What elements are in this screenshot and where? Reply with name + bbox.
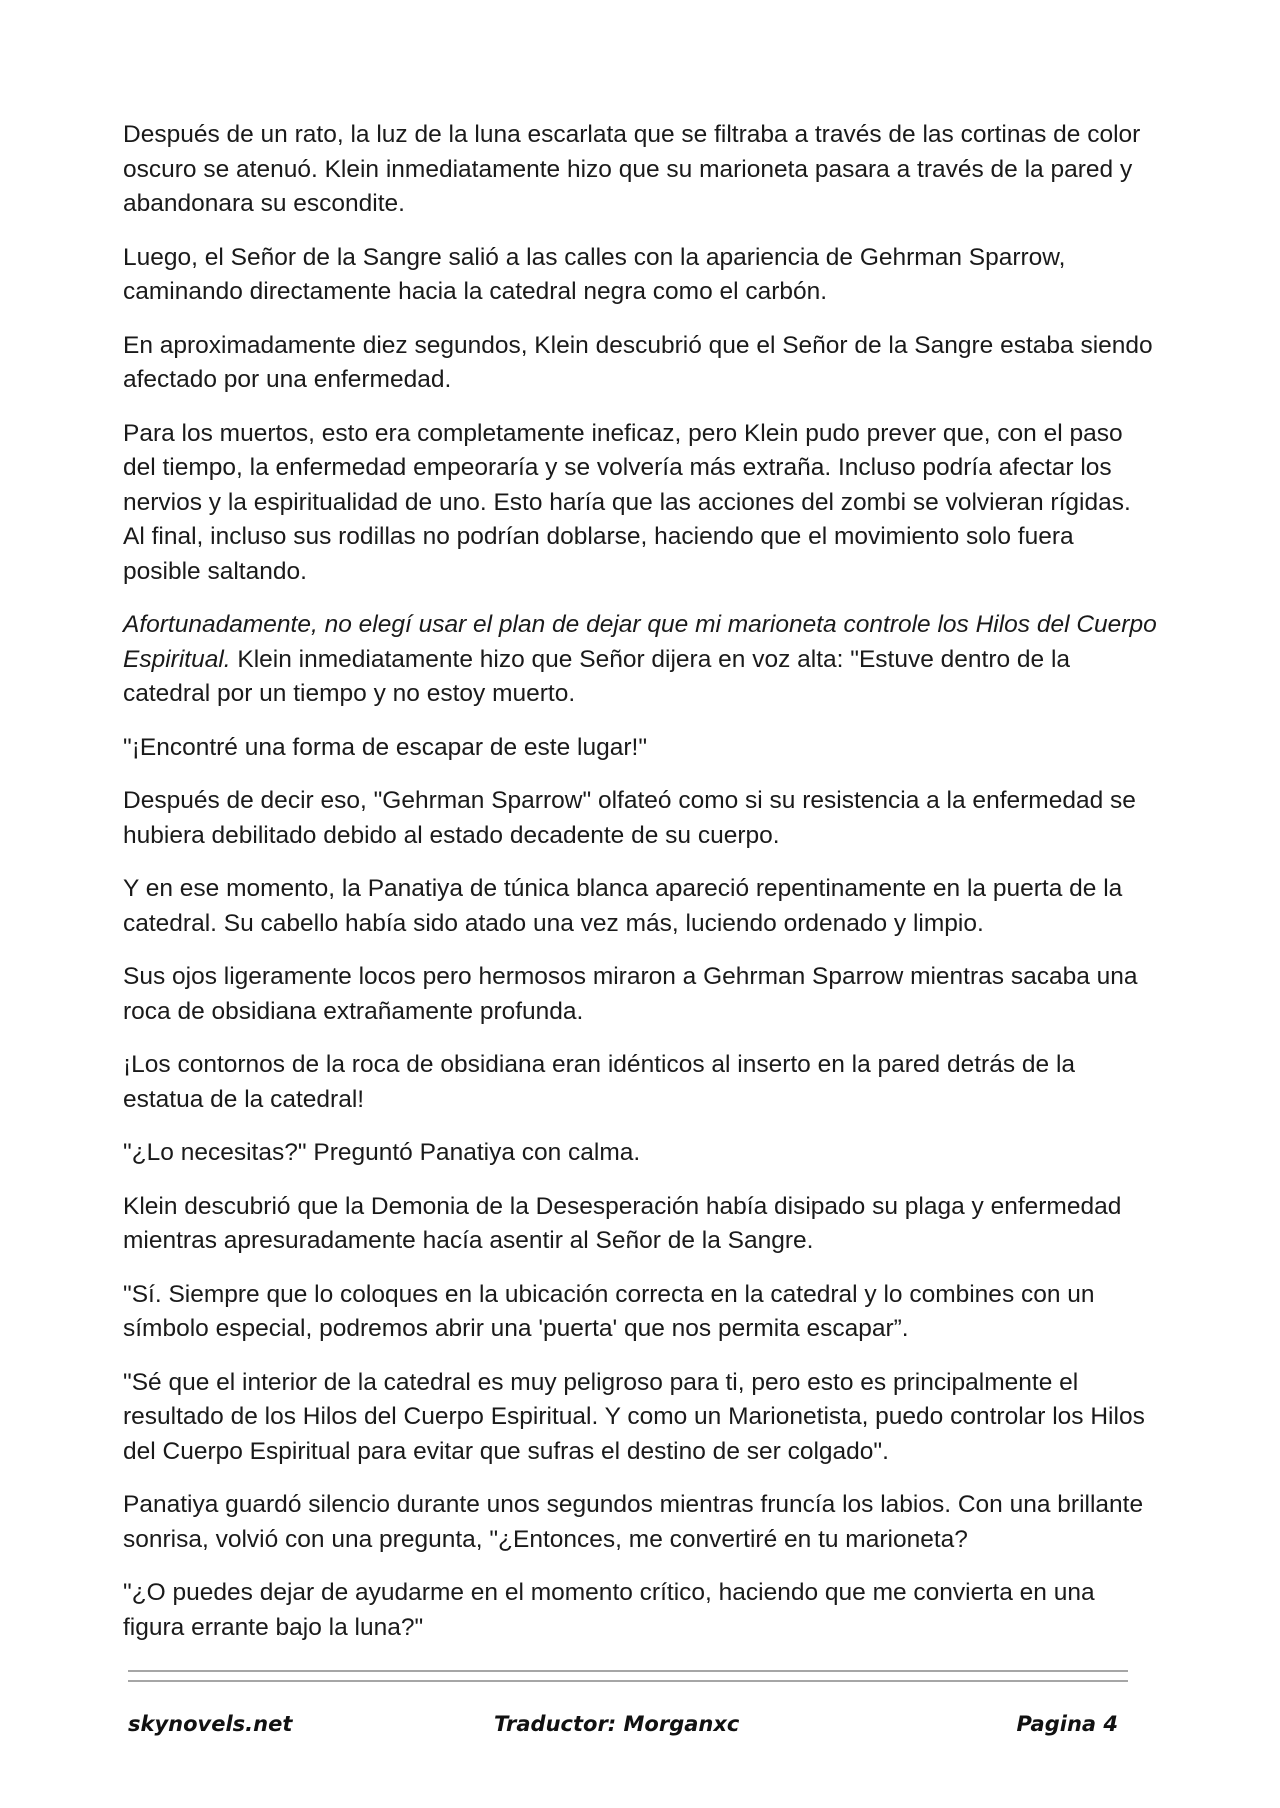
- paragraph-8: Y en ese momento, la Panatiya de túnica blanca apareció repentinamente en la puerta de la catedral. Su cabello había sido atado una vez más, luciendo ordenado y limpio.: [123, 875, 1123, 937]
- footer-page-number: Pagina 4: [1016, 1712, 1118, 1736]
- paragraph-15: Panatiya guardó silencio durante unos segundos mientras fruncía los labios. Con una brillante sonrisa, volvió con una pregunta, "¿Entonces, me convertiré en tu marioneta?: [123, 1491, 1144, 1553]
- paragraph-9: Sus ojos ligeramente locos pero hermosos miraron a Gehrman Sparrow mientras sacaba una roca de obsidiana extrañamente profunda.: [123, 963, 1138, 1025]
- paragraph-5: [123, 608, 1158, 712]
- page-footer: [128, 1712, 1118, 1746]
- paragraph-5-italic-thought: Afortunadamente, no elegí usar el plan de dejar que mi marioneta controle los Hilos del Cuerpo Espiritual.: [123, 611, 1157, 673]
- paragraph-6: "¡Encontré una forma de escapar de este lugar!": [123, 733, 648, 761]
- paragraph-1: Después de un rato, la luz de la luna escarlata que se filtraba a través de las cortinas de color oscuro se atenuó. Klein inmediatamente hizo que su marioneta pasara a través de la pared y abandonara su escondite.: [123, 121, 1141, 217]
- footer-divider-bottom: [128, 1680, 1128, 1682]
- paragraph-13: "Sí. Siempre que lo coloques en la ubicación correcta en la catedral y lo combines con un símbolo especial, podremos abrir una 'puerta' que nos permita escapar”.: [123, 1280, 1095, 1342]
- body-text: [123, 118, 1158, 1664]
- paragraph-12: Klein descubrió que la Demonia de la Desesperación había disipado su plaga y enfermedad mientras apresuradamente hacía asentir al Señor de la Sangre.: [123, 1192, 1122, 1254]
- paragraph-14: "Sé que el interior de la catedral es muy peligroso para ti, pero esto es principalmente el resultado de los Hilos del Cuerpo Espiritual. Y como un Marionetista, puedo controlar los Hilos del Cuerpo Espiritual para evitar que sufras el destino de ser colgado".: [123, 1368, 1145, 1465]
- paragraph-16: "¿O puedes dejar de ayudarme en el momento crítico, haciendo que me convierta en una figura errante bajo la luna?": [123, 1579, 1095, 1641]
- footer-translator: Traductor: Morganxc: [494, 1712, 740, 1736]
- footer-divider-top: [128, 1670, 1128, 1672]
- paragraph-5-text: Klein inmediatamente hizo que Señor dijera en voz alta: "Estuve dentro de la catedral por un tiempo y no estoy muerto.: [123, 645, 1071, 707]
- paragraph-11: "¿Lo necesitas?" Preguntó Panatiya con calma.: [123, 1139, 641, 1166]
- paragraph-7: Después de decir eso, "Gehrman Sparrow" olfateó como si su resistencia a la enfermedad se hubiera debilitado debido al estado decadente de su cuerpo.: [123, 787, 1136, 849]
- paragraph-10: ¡Los contornos de la roca de obsidiana eran idénticos al inserto en la pared detrás de la estatua de la catedral!: [123, 1051, 1076, 1113]
- paragraph-2: Luego, el Señor de la Sangre salió a las calles con la apariencia de Gehrman Sparrow, caminando directamente hacia la catedral negra como el carbón.: [123, 243, 1066, 305]
- footer-site-name: skynovels.net: [128, 1712, 293, 1736]
- paragraph-4: Para los muertos, esto era completamente ineficaz, pero Klein pudo prever que, con el paso del tiempo, la enfermedad empeoraría y se volvería más extraña. Incluso podría afectar los nervios y la espiritualidad de uno. Esto haría que las acciones del zombi se volvieran rígidas. Al final, incluso sus rodillas no podrían doblarse, haciendo que el movimiento solo fuera posible saltando.: [123, 419, 1131, 585]
- paragraph-3: En aproximadamente diez segundos, Klein descubrió que el Señor de la Sangre estaba siendo afectado por una enfermedad.: [123, 331, 1153, 393]
